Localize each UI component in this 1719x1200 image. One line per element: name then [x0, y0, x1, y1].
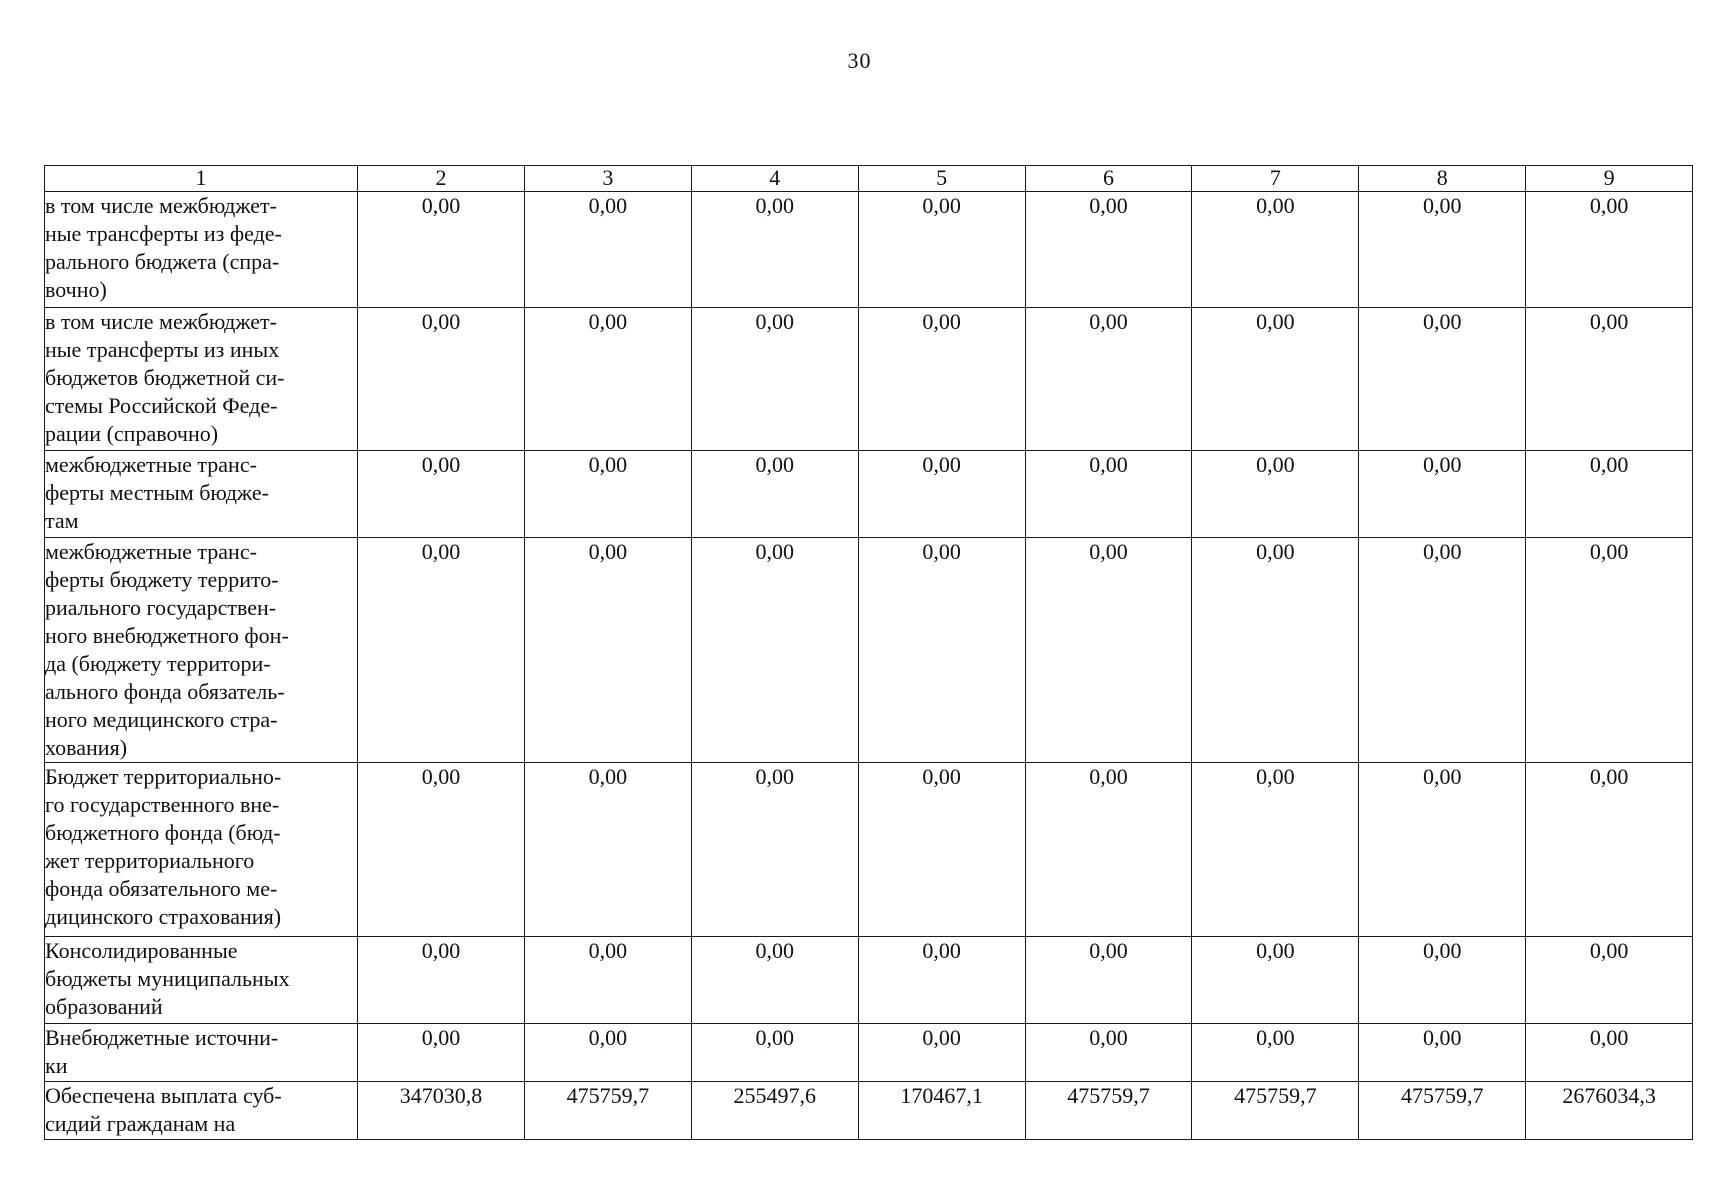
row-value-cell: 0,00 [1192, 763, 1359, 937]
row-value-cell: 0,00 [858, 308, 1025, 451]
row-value-cell: 0,00 [358, 451, 525, 538]
row-label: Консолидированные бюджеты муниципальных образований [45, 937, 358, 1024]
row-value-cell: 0,00 [691, 763, 858, 937]
row-value-cell: 0,00 [1526, 308, 1693, 451]
row-value-cell: 0,00 [691, 308, 858, 451]
row-value-cell: 0,00 [691, 937, 858, 1024]
table-row [45, 1082, 1693, 1140]
row-value-cell: 0,00 [1192, 937, 1359, 1024]
row-value-cell: 0,00 [358, 1024, 525, 1082]
row-value-cell: 0,00 [1025, 451, 1192, 538]
table-row [45, 192, 1693, 308]
row-value-cell: 0,00 [1359, 937, 1526, 1024]
row-label: в том числе межбюджет- ные трансферты из феде- рального бюджета (спра- вочно) [45, 192, 358, 308]
row-label: межбюджетные транс- ферты бюджету террито- риального государствен- ного внебюджетного фон- да (бюджету территори- ального фонда обязатель- ного медицинского стра- хования) [45, 538, 358, 763]
column-number-header: 9 [1526, 166, 1693, 192]
row-value-cell: 0,00 [524, 1024, 691, 1082]
row-value-cell: 0,00 [1359, 538, 1526, 763]
budget-table [44, 165, 1693, 1140]
row-value-cell: 0,00 [358, 937, 525, 1024]
row-value-cell: 0,00 [1359, 763, 1526, 937]
table-row [45, 451, 1693, 538]
row-value-cell: 0,00 [1192, 1024, 1359, 1082]
row-value-cell: 0,00 [858, 1024, 1025, 1082]
row-value-cell: 0,00 [1359, 192, 1526, 308]
row-value-cell: 0,00 [1359, 308, 1526, 451]
column-number-header: 6 [1025, 166, 1192, 192]
table-row [45, 1024, 1693, 1082]
row-value-cell: 0,00 [524, 937, 691, 1024]
row-value-cell: 475759,7 [1025, 1082, 1192, 1140]
row-value-cell: 0,00 [1025, 1024, 1192, 1082]
row-value-cell: 0,00 [691, 1024, 858, 1082]
table-row [45, 763, 1693, 937]
row-value-cell: 0,00 [858, 763, 1025, 937]
row-value-cell: 0,00 [1025, 308, 1192, 451]
row-value-cell: 0,00 [1192, 192, 1359, 308]
header-row [45, 166, 1693, 192]
row-value-cell: 0,00 [1359, 1024, 1526, 1082]
row-value-cell: 2676034,3 [1526, 1082, 1693, 1140]
column-number-header: 8 [1359, 166, 1526, 192]
column-number-header: 7 [1192, 166, 1359, 192]
row-value-cell: 475759,7 [1359, 1082, 1526, 1140]
row-value-cell: 0,00 [358, 763, 525, 937]
row-value-cell: 0,00 [1025, 937, 1192, 1024]
row-value-cell: 0,00 [1025, 763, 1192, 937]
column-number-header: 2 [358, 166, 525, 192]
row-value-cell: 0,00 [524, 192, 691, 308]
row-label: Внебюджетные источни- ки [45, 1024, 358, 1082]
column-number-header: 1 [45, 166, 358, 192]
row-value-cell: 0,00 [858, 451, 1025, 538]
row-value-cell: 0,00 [1025, 538, 1192, 763]
row-value-cell: 0,00 [524, 308, 691, 451]
row-value-cell: 0,00 [1526, 451, 1693, 538]
row-label: Обеспечена выплата суб- сидий гражданам на [45, 1082, 358, 1140]
row-value-cell: 0,00 [1526, 937, 1693, 1024]
row-value-cell: 0,00 [1359, 451, 1526, 538]
row-value-cell: 0,00 [1192, 308, 1359, 451]
row-value-cell: 0,00 [1526, 192, 1693, 308]
row-value-cell: 475759,7 [1192, 1082, 1359, 1140]
row-value-cell: 0,00 [1192, 451, 1359, 538]
row-value-cell: 255497,6 [691, 1082, 858, 1140]
row-value-cell: 347030,8 [358, 1082, 525, 1140]
row-value-cell: 0,00 [1526, 763, 1693, 937]
row-value-cell: 0,00 [524, 763, 691, 937]
row-value-cell: 0,00 [858, 937, 1025, 1024]
row-value-cell: 0,00 [858, 192, 1025, 308]
table-row [45, 308, 1693, 451]
row-value-cell: 0,00 [691, 538, 858, 763]
row-label: межбюджетные транс- ферты местным бюдже- там [45, 451, 358, 538]
row-value-cell: 0,00 [691, 192, 858, 308]
row-label: Бюджет территориально- го государственного вне- бюджетного фонда (бюд- жет территориального фонда обязательного ме- дицинского страхования) [45, 763, 358, 937]
row-value-cell: 0,00 [858, 538, 1025, 763]
column-number-header: 4 [691, 166, 858, 192]
column-number-header: 5 [858, 166, 1025, 192]
row-value-cell: 0,00 [358, 538, 525, 763]
row-value-cell: 170467,1 [858, 1082, 1025, 1140]
row-value-cell: 0,00 [691, 451, 858, 538]
row-value-cell: 0,00 [358, 192, 525, 308]
row-value-cell: 475759,7 [524, 1082, 691, 1140]
row-value-cell: 0,00 [1025, 192, 1192, 308]
row-value-cell: 0,00 [358, 308, 525, 451]
row-value-cell: 0,00 [1526, 538, 1693, 763]
row-value-cell: 0,00 [1192, 538, 1359, 763]
row-value-cell: 0,00 [524, 538, 691, 763]
table-row [45, 937, 1693, 1024]
row-label: в том числе межбюджет- ные трансферты из иных бюджетов бюджетной си- стемы Российской Феде- рации (справочно) [45, 308, 358, 451]
page-number: 30 [847, 48, 872, 73]
row-value-cell: 0,00 [524, 451, 691, 538]
column-number-header: 3 [524, 166, 691, 192]
row-value-cell: 0,00 [1526, 1024, 1693, 1082]
table-row [45, 538, 1693, 763]
table-body [45, 192, 1693, 1140]
